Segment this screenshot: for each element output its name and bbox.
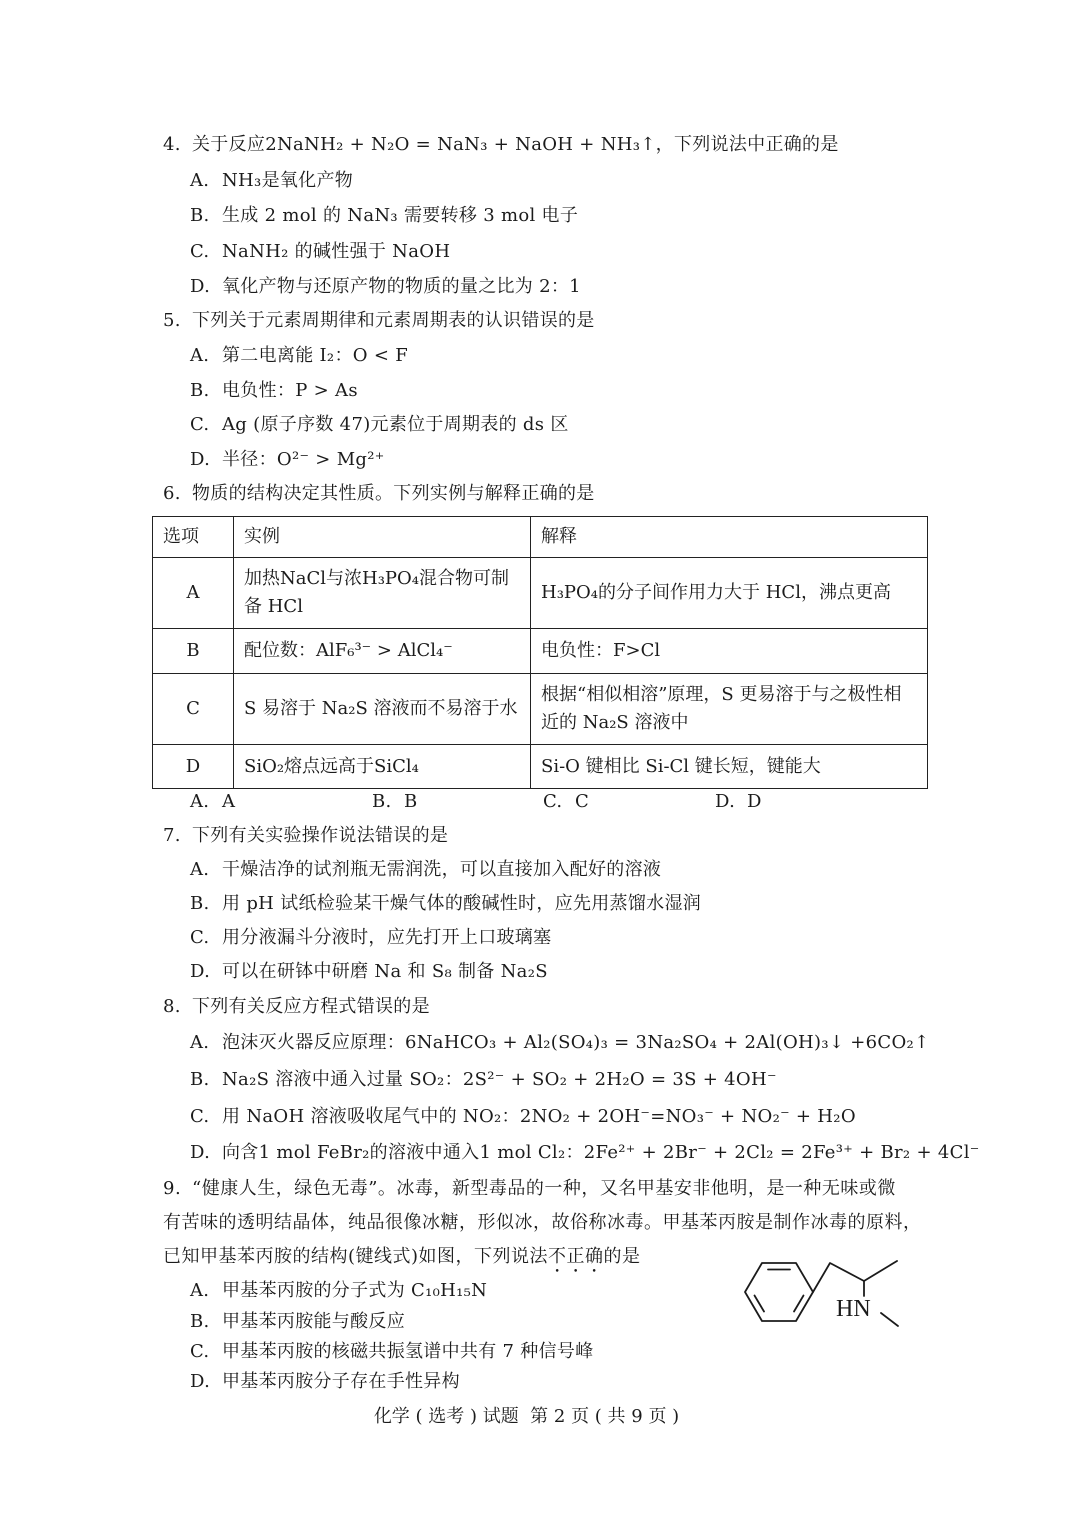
option-label: D. (715, 791, 736, 812)
row-key: A (153, 558, 234, 629)
option-label: B. (190, 205, 210, 226)
option-label: A. (190, 791, 210, 812)
option-label: D. (190, 449, 211, 470)
option-label: A. (190, 170, 210, 191)
option-label: D. (190, 961, 211, 982)
carbon-chain (813, 1261, 897, 1292)
row-explanation: 电负性：F>Cl (531, 629, 928, 674)
question-stem-text: 下列关于元素周期律和元素周期表的认识错误的是 (192, 310, 595, 331)
option-text: NH₃是氧化产物 (222, 170, 354, 191)
row-key: C (153, 674, 234, 745)
option-text: B (404, 791, 418, 812)
question-number: 8. (163, 996, 181, 1017)
option-label: D. (190, 276, 211, 297)
question-stem-text: “健康人生，绿色无毒”。冰毒，新型毒品的一种，又名甲基安非他明，是一种无味或微 (192, 1178, 896, 1199)
option-text: 甲基苯丙胺能与酸反应 (222, 1311, 405, 1332)
option-label: B. (190, 380, 210, 401)
q9-option-b (190, 1310, 405, 1334)
option-label: C. (543, 791, 563, 812)
option-text: NaNH₂ 的碱性强于 NaOH (222, 241, 451, 262)
option-text: 甲基苯丙胺的分子式为 C₁₀H₁₅N (222, 1280, 488, 1301)
option-text: 甲基苯丙胺的核磁共振氢谱中共有 7 种信号峰 (222, 1341, 594, 1362)
option-label: B. (372, 791, 392, 812)
row-example: 配位数：AlF₆³⁻ > AlCl₄⁻ (234, 629, 531, 674)
option-label: C. (190, 1341, 210, 1362)
q9-option-c (190, 1340, 594, 1364)
question-number: 7. (163, 825, 181, 846)
header-explanation: 解释 (531, 517, 928, 558)
option-text: Na₂S 溶液中通入过量 SO₂：2S²⁻ + SO₂ + 2H₂O = 3S + 4OH⁻ (222, 1069, 777, 1090)
row-key: D (153, 745, 234, 789)
question-number: 9. (163, 1178, 182, 1199)
option-label: D. (190, 1371, 211, 1392)
row-example: S 易溶于 Na₂S 溶液而不易溶于水 (234, 674, 531, 745)
option-text: 向含1 mol FeBr₂的溶液中通入1 mol Cl₂：2Fe²⁺ + 2Br⁻ + 2Cl₂ = 2Fe³⁺ + Br₂ + 4Cl⁻ (222, 1142, 980, 1163)
row-example: SiO₂熔点远高于SiCl₄ (234, 745, 531, 789)
option-text: 可以在研钵中研磨 Na 和 S₈ 制备 Na₂S (222, 961, 548, 982)
n-methyl-bond (881, 1313, 898, 1326)
page-footer: 化学 ( 选考 ) 试题 第 2 页 ( 共 9 页 ) (373, 1406, 680, 1427)
question-number: 6. (163, 483, 181, 504)
option-text: D (747, 791, 762, 812)
option-label: A. (190, 859, 210, 880)
header-example: 实例 (234, 517, 531, 558)
amine-label: HN (836, 1296, 871, 1322)
option-text: C (575, 791, 590, 812)
option-label: A. (190, 345, 210, 366)
option-text: 用 pH 试纸检验某干燥气体的酸碱性时，应先用蒸馏水湿润 (222, 893, 702, 914)
row-explanation: 根据“相似相溶”原理，S 更易溶于与之极性相近的 Na₂S 溶液中 (531, 674, 928, 745)
option-text: 用分液漏斗分液时，应先打开上口玻璃塞 (222, 927, 552, 948)
question-stem-text: 已知甲基苯丙胺的结构(键线式)如图，下列说法 (163, 1246, 549, 1267)
option-label: B. (190, 893, 210, 914)
option-text: 甲基苯丙胺分子存在手性异构 (222, 1371, 460, 1392)
option-text: 泡沫灭火器反应原理：6NaHCO₃ + Al₂(SO₄)₃ = 3Na₂SO₄ + 2Al(OH)₃↓ +6CO₂↑ (222, 1032, 930, 1053)
row-explanation: Si-O 键相比 Si-Cl 键长短，键能大 (531, 745, 928, 789)
question-stem-text: 的是 (603, 1246, 641, 1267)
emphasized-keyword: 不正确 (548, 1246, 604, 1267)
option-text: 第二电离能 I₂：O < F (222, 345, 409, 366)
option-label: B. (190, 1069, 210, 1090)
question-stem-text: 关于反应2NaNH₂ + N₂O = NaN₃ + NaOH + NH₃↑，下列说法中正确的是 (192, 134, 839, 155)
option-label: C. (190, 241, 210, 262)
row-example: 加热NaCl与浓H₃PO₄混合物可制备 HCl (234, 558, 531, 629)
option-label: C. (190, 1106, 210, 1127)
option-text: A (222, 791, 236, 812)
header-option: 选项 (153, 517, 234, 558)
option-text: 氧化产物与还原产物的物质的量之比为 2：1 (222, 276, 581, 297)
option-text: 用 NaOH 溶液吸收尾气中的 NO₂：2NO₂ + 2OH⁻=NO₃⁻ + NO₂⁻ + H₂O (222, 1106, 856, 1127)
option-text: Ag (原子序数 47)元素位于周期表的 ds 区 (222, 414, 569, 435)
option-label: B. (190, 1311, 210, 1332)
row-explanation: H₃PO₄的分子间作用力大于 HCl，沸点更高 (531, 558, 928, 629)
option-text: 半径：O²⁻ > Mg²⁺ (222, 449, 385, 470)
question-stem-text: 下列有关反应方程式错误的是 (192, 996, 430, 1017)
option-text: 干燥洁净的试剂瓶无需润洗，可以直接加入配好的溶液 (222, 859, 662, 880)
q9-option-d (190, 1370, 460, 1394)
option-label: A. (190, 1032, 210, 1053)
option-label: C. (190, 927, 210, 948)
q9-option-a (190, 1279, 487, 1303)
row-key: B (153, 629, 234, 674)
option-label: C. (190, 414, 210, 435)
question-number: 5. (163, 310, 181, 331)
question-stem-text: 下列有关实验操作说法错误的是 (192, 825, 449, 846)
question-number: 4. (163, 134, 181, 155)
option-label: A. (190, 1280, 210, 1301)
option-text: 电负性：P > As (222, 380, 358, 401)
question-stem-text: 物质的结构决定其性质。下列实例与解释正确的是 (192, 483, 595, 504)
option-text: 生成 2 mol 的 NaN₃ 需要转移 3 mol 电子 (222, 205, 579, 226)
q9-stem-line-2: 有苦味的透明结晶体，纯品很像冰糖，形似冰，故俗称冰毒。甲基苯丙胺是制作冰毒的原料， (163, 1212, 922, 1233)
option-label: D. (190, 1142, 211, 1163)
benzene-ring (745, 1263, 813, 1321)
